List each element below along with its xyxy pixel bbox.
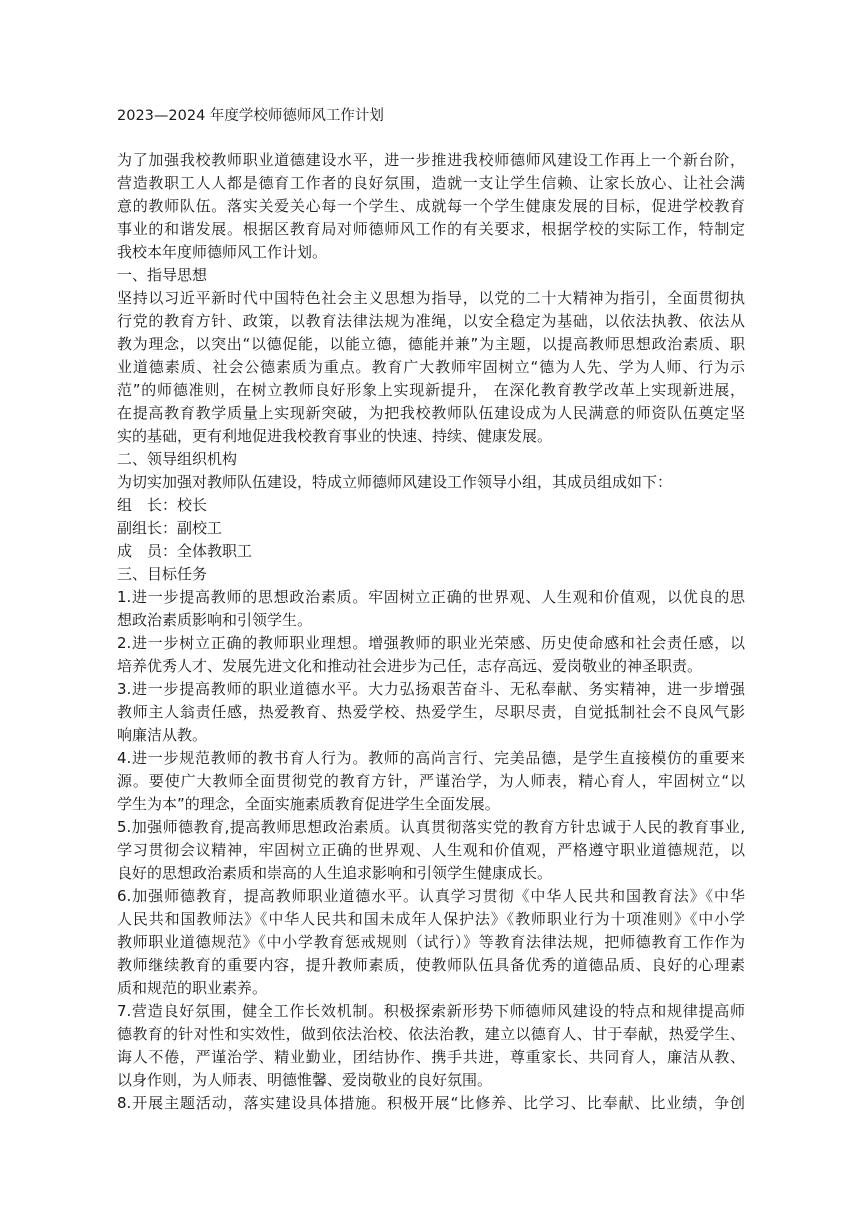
text-line: 教师职业道德规范》《中小学教育惩戒规则（试行）》等教育法律法规，把师德教育工作作为	[117, 933, 745, 951]
text-line: 源。要使广大教师全面贯彻党的教育方针，严谨治学，为人师表，精心育人，牢固树立“以	[117, 772, 745, 790]
text-line: 坚持以习近平新时代中国特色社会主义思想为指导，以党的二十大精神为指引，全面贯彻执	[117, 289, 745, 307]
text-line: 我校本年度师德师风工作计划。	[117, 243, 328, 261]
text-line: 成 员：全体教职工	[117, 542, 253, 560]
document-title: 2023—2024 年度学校师德师风工作计划	[117, 108, 384, 124]
text-line: 8.开展主题活动，落实建设具体措施。积极开展“比修养、比学习、比奉献、比业绩，争创	[117, 1094, 745, 1112]
text-line: 诲人不倦，严谨治学、精业勤业，团结协作、携手共进，尊重家长、共同育人，廉洁从教、	[117, 1048, 745, 1066]
document-body	[117, 149, 745, 1115]
text-line: 2.进一步树立正确的教师职业理想。增强教师的职业光荣感、历史使命感和社会责任感，以	[117, 634, 745, 652]
text-line: 1.进一步提高教师的思想政治素质。牢固树立正确的世界观、人生观和价值观，以优良的思	[117, 588, 745, 606]
text-line: 教为理念，以突出“以德促能，以能立德，德能并兼”为主题，以提高教师思想政治素质、职	[117, 335, 745, 353]
text-line: 想政治素质影响和引领学生。	[117, 611, 313, 629]
text-line: 人民共和国教师法》《中华人民共和国未成年人保护法》《教师职业行为十项准则》《中小学	[117, 910, 745, 928]
text-line: 5.加强师德教育,提高教师思想政治素质。认真贯彻落实党的教育方针忠诚于人民的教育事业,	[117, 818, 745, 836]
text-line: 学习贯彻会议精神，牢固树立正确的世界观、人生观和价值观，严格遵守职业道德规范，以	[117, 841, 745, 859]
text-line: 德教育的针对性和实效性，做到依法治校、依法治教，建立以德育人、甘于奉献，热爱学生、	[117, 1025, 745, 1043]
text-line: 3.进一步提高教师的职业道德水平。大力弘扬艰苦奋斗、无私奉献、务实精神，进一步增强	[117, 680, 745, 698]
text-line: 在提高教育教学质量上实现新突破，为把我校教师队伍建设成为人民满意的师资队伍奠定坚	[117, 404, 745, 422]
text-line: 营造教职工人人都是德育工作者的良好氛围，造就一支让学生信赖、让家长放心、让社会满	[117, 174, 745, 192]
text-line: 三、目标任务	[117, 565, 208, 583]
text-line: 二、领导组织机构	[117, 450, 238, 468]
text-line: 培养优秀人才、发展先进文化和推动社会进步为己任，志存高远、爱岗敬业的神圣职责。	[117, 657, 703, 675]
text-line: 6.加强师德教育，提高教师职业道德水平。认真学习贯彻《中华人民共和国教育法》《中华	[117, 887, 745, 905]
text-line: 为切实加强对教师队伍建设，特成立师德师风建设工作领导小组，其成员组成如下：	[117, 473, 673, 491]
text-line: 以身作则，为人师表、明德惟馨、爱岗敬业的良好氛围。	[117, 1071, 493, 1089]
text-line: 良好的思想政治素质和崇高的人生追求影响和引领学生健康成长。	[117, 864, 553, 882]
text-line: 组 长：校长	[117, 496, 208, 514]
text-line: 业道德素质、社会公德素质为重点。教育广大教师牢固树立“德为人先、学为人师、行为示	[117, 358, 745, 376]
text-line: 学生为本”的理念，全面实施素质教育促进学生全面发展。	[117, 795, 500, 813]
text-line: 7.营造良好氛围，健全工作长效机制。积极探索新形势下师德师风建设的特点和规律提高师	[117, 1002, 745, 1020]
text-line: 教师主人翁责任感，热爱教育、热爱学校、热爱学生，尽职尽责，自觉抵制社会不良风气影	[117, 703, 745, 721]
text-line: 行党的教育方针、政策，以教育法律法规为准绳，以安全稳定为基础，以依法执教、依法从	[117, 312, 745, 330]
text-line: 实的基础，更有利地促进我校教育事业的快速、持续、健康发展。	[117, 427, 553, 445]
text-line: 响廉洁从教。	[117, 726, 208, 744]
text-line: 范”的师德准则，在树立教师良好形象上实现新提升， 在深化教育教学改革上实现新进展，	[117, 381, 745, 399]
text-line: 事业的和谐发展。根据区教育局对师德师风工作的有关要求，根据学校的实际工作，特制定	[117, 220, 745, 238]
text-line: 意的教师队伍。落实关爱关心每一个学生、成就每一个学生健康发展的目标，促进学校教育	[117, 197, 745, 215]
text-line: 质和规范的职业素养。	[117, 979, 268, 997]
text-line: 为了加强我校教师职业道德建设水平，进一步推进我校师德师风建设工作再上一个新台阶，	[117, 151, 745, 169]
text-line: 一、指导思想	[117, 266, 208, 284]
text-line: 4.进一步规范教师的教书育人行为。教师的高尚言行、完美品德，是学生直接模仿的重要来	[117, 749, 745, 767]
text-line: 教师继续教育的重要内容，提升教师素质，使教师队伍具备优秀的道德品质、良好的心理素	[117, 956, 745, 974]
text-line: 副组长：副校工	[117, 519, 223, 537]
